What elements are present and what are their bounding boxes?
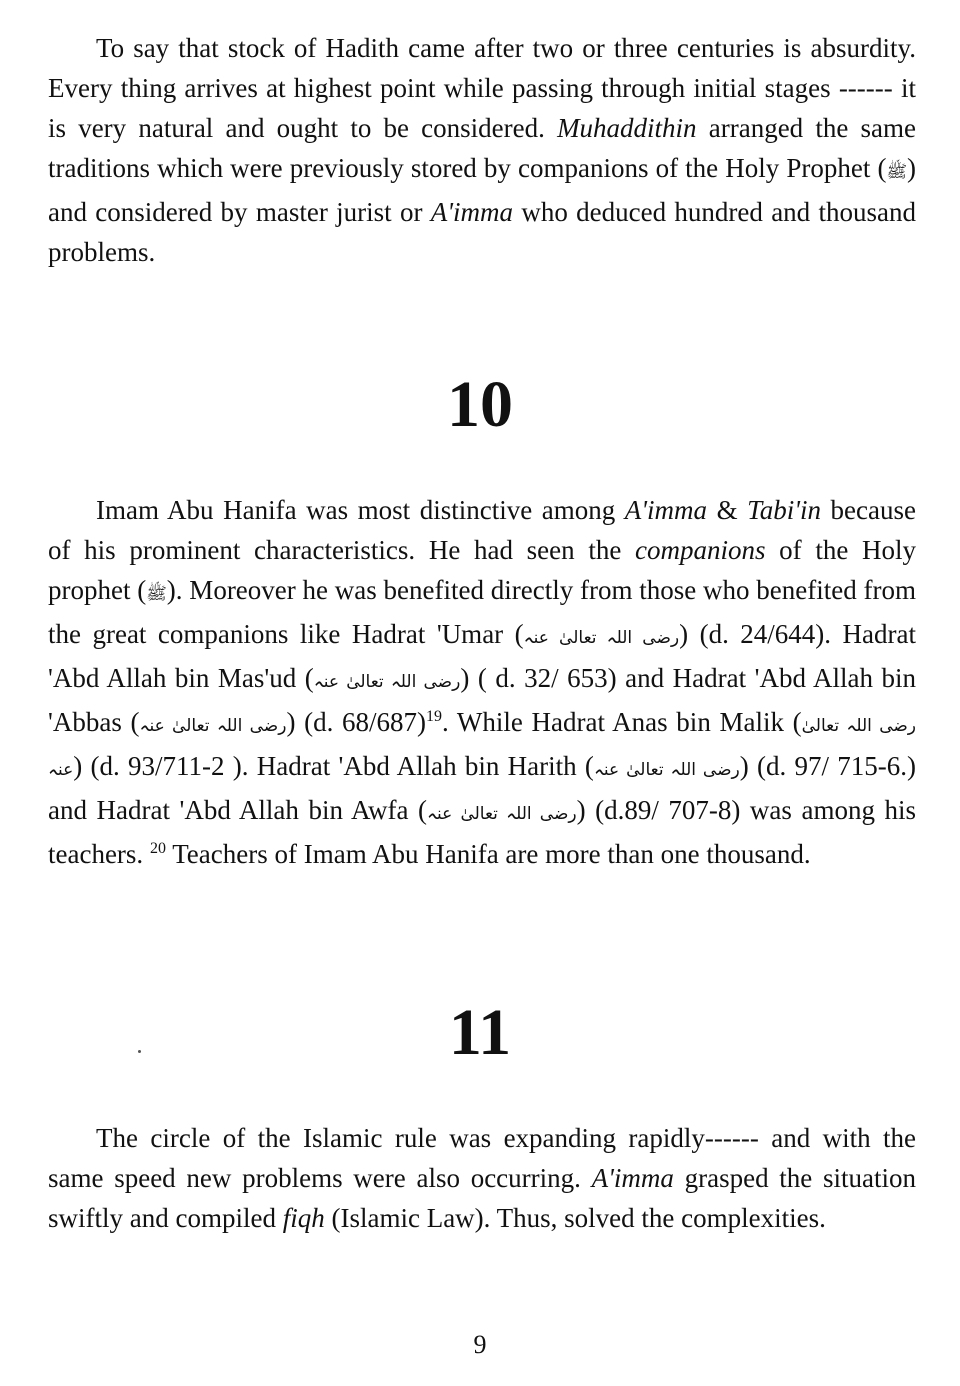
paragraph-hadith-stock [48,28,916,272]
para2-text-10: ) (d. 93/711-2 ). Hadrat 'Abd Allah bin Harith ( [73,751,594,781]
para1-text-4: who deduced hundred and thousand problems. [48,197,916,267]
arabic-honorific: رضی اللہ تعالیٰ عنہ [427,804,577,824]
section-number-11: 11 [448,996,512,1069]
footnote-ref-19: 19 [426,708,442,725]
arabic-honorific: رضی اللہ تعالیٰ عنہ [593,760,740,780]
para2-text-11: ) (d. 97/ 715-6.) and Hadrat 'Abd Allah bin Awfa ( [48,751,916,825]
para2-text-8: ) (d. 68/687) [286,707,426,737]
para3-text-1: The circle of the Islamic rule was expanding rapidly------ and with the same speed new problems were also occurring. [48,1123,916,1193]
para2-text-9: . While Hadrat Anas bin Malik ( [442,707,802,737]
para3-text-3: (Islamic Law). Thus, solved the complexities. [324,1203,826,1233]
section-number-10: 10 [447,368,513,441]
arabic-honorific: رضی اللہ تعالیٰ عنہ [523,628,680,648]
paragraph-imam-abu-hanifa [48,490,916,874]
para2-text-1: Imam Abu Hanifa was most distinctive among [96,495,625,525]
paragraph-islamic-rule [48,1118,916,1238]
para2-italic-aimma: A'imma [624,495,708,525]
para2-text-2: & [707,495,748,525]
para1-italic-muhaddithin: Muhaddithin [557,113,697,143]
salawat-symbol: ﷺ [886,162,907,182]
para3-italic-fiqh: fiqh [282,1203,325,1233]
para2-italic-tabiin: Tabi'in [747,495,821,525]
para2-text-4: of the Holy prophet ( [48,535,916,605]
salawat-symbol: ﷺ [146,584,167,604]
para1-text-3: ) and considered by master jurist or [48,153,916,227]
arabic-honorific: رضی اللہ تعالیٰ عنہ [313,672,461,692]
para2-text-5: ). Moreover he was benefited directly from those who benefited from the great companions like Hadrat 'Umar ( [48,575,916,649]
footnote-ref-20: 20 [149,840,166,857]
page-number: 9 [473,1330,487,1359]
para1-text-2: arranged the same traditions which were previously stored by companions of the Holy Prophet ( [48,113,916,183]
para1-italic-aimma: A'imma [430,197,514,227]
para1-text-1: To say that stock of Hadith came after two or three centuries is absurdity. Every thing arrives at highest point while passing through initial stages ------ it is very natural and ought to be considered. [48,33,916,143]
para2-text-3: because of his prominent characteristics. He had seen the [48,495,916,565]
para2-text-6: ) (d. 24/644). Hadrat 'Abd Allah bin Mas'ud ( [48,619,917,693]
para2-text-13: Teachers of Imam Abu Hanifa are more than one thousand. [165,839,811,869]
para2-italic-companions: companions [634,535,766,565]
para3-text-2: grasped the situation swiftly and compiled [48,1163,917,1233]
arabic-honorific: رضی اللہ تعالیٰ عنہ [48,716,917,780]
para3-italic-aimma: A'imma [591,1163,674,1193]
para2-text-12: ) (d.89/ 707-8) was among his teachers. [48,795,916,869]
para2-text-7: ) ( d. 32/ 653) and Hadrat 'Abd Allah bin 'Abbas ( [48,663,916,737]
arabic-honorific: رضی اللہ تعالیٰ عنہ [139,716,287,736]
